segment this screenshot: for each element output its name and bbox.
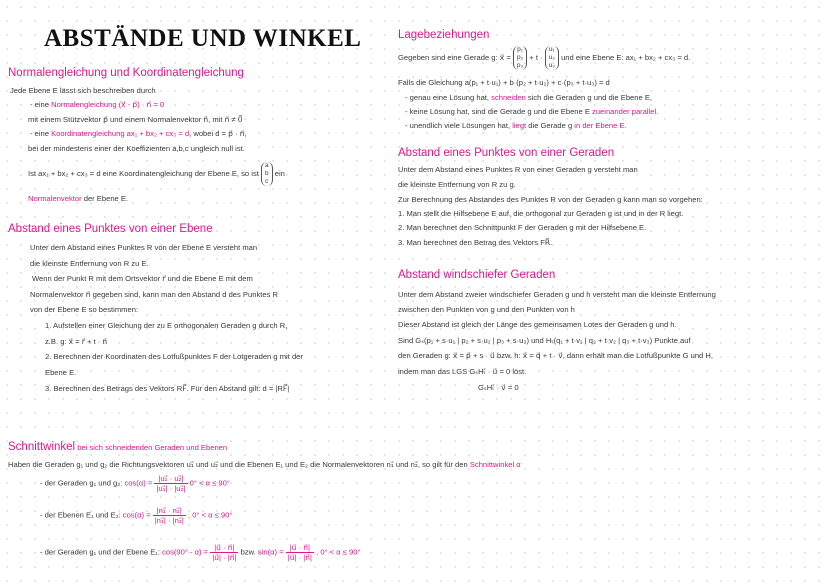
right-line [398, 305, 575, 315]
left-line [45, 384, 289, 394]
left-line [10, 86, 156, 96]
left-line [45, 321, 287, 331]
text: - eine [30, 129, 52, 138]
left-line [28, 162, 285, 186]
vector-component: p₁ [517, 46, 523, 53]
right-line [405, 107, 658, 117]
highlighted-term: Normalenvektor [28, 194, 82, 203]
text: den Geraden g: x⃗ = p⃗ + s · u⃗ bzw. h: x⃗ = q⃗ + t · v⃗, dann erhält man die Lotfußpunkte G und H, [398, 351, 713, 360]
vector-component: u₁ [548, 46, 555, 53]
text: Normalenvektor n⃗ gegeben sind, kann man den Abstand d des Punktes R [30, 290, 278, 299]
text: Unter dem Abstand eines Punktes R von der Ebene E versteht man [30, 243, 258, 252]
vector-component: c [265, 178, 269, 185]
text: Unter dem Abstand zweier windschiefer Geraden g und h versteht man die kleinste Entfernung [398, 290, 716, 299]
left-line [45, 337, 107, 347]
text: Ist ax₁ + bx₂ + cx₃ = d eine Koordinatengleichung der Ebene E, so ist [28, 169, 261, 178]
highlighted-term: bei sich schneidenden Geraden und Ebenen [75, 443, 228, 452]
text: - der Geraden g₁ und g₂: [40, 478, 125, 488]
text: Wenn der Punkt R mit dem Ortsvektor r⃗ und die Ebene E mit dem [32, 274, 253, 283]
right-line [398, 195, 703, 205]
text: Jede Ebene E lässt sich beschreiben durch [10, 86, 156, 95]
text: von der Ebene E so bestimmen: [30, 305, 139, 314]
fraction [286, 543, 314, 562]
fraction-numerator: |u⃗ · n⃗| [286, 543, 314, 553]
text: 3. Berechnen des Betrags des Vektors RF⃗. Für den Abstand gilt: d = |RF⃗| [45, 384, 290, 393]
right-line [398, 78, 610, 88]
highlighted-term: in der Ebene E. [574, 121, 627, 130]
fraction-denominator: |u⃗| · |n⃗| [287, 553, 312, 562]
text: sich die Geraden g und die Ebene E, [525, 93, 652, 102]
text: bei der mindestens einer der Koeffizienten a,b,c ungleich null ist. [28, 144, 245, 153]
text: 2. Man berechnet den Schnittpunkt F der Geraden g mit der Hilfsebene E. [398, 223, 647, 232]
fraction [154, 474, 187, 493]
bottom-line [40, 506, 232, 525]
text: Dieser Abstand ist gleich der Länge des gemeinsamen Lotes der Geraden g und h. [398, 320, 677, 329]
right-line [398, 367, 526, 377]
section-heading: Lagebeziehungen [398, 29, 490, 41]
right-line [398, 268, 555, 282]
page-title: ABSTÄNDE UND WINKEL [44, 25, 362, 52]
highlighted-term: , 0° < α ≤ 90° [185, 510, 233, 520]
right-line [398, 320, 677, 330]
text: , wobei d = p⃗ · n⃗, [189, 129, 247, 138]
highlighted-term: sin(α) = [257, 547, 286, 557]
left-line [28, 115, 243, 125]
bottom-line [40, 543, 361, 562]
highlighted-term: Normalengleichung (x⃗ - p⃗) · n⃗ = 0 [51, 100, 165, 109]
text: - keine Lösung hat, sind die Gerade g und die Ebene E [405, 107, 593, 116]
highlighted-term: cos(α) = [122, 510, 153, 520]
left-line [30, 243, 257, 253]
text: Falls die Gleichung a(p₁ + t·u₁) + b·(p₂ + t·u₂) + c·(p₃ + t·u₃) = d [398, 78, 610, 87]
text: 2. Berechnen der Koordinaten des Lotfußpunktes F der Lotgeraden g mit der [45, 352, 303, 361]
text: Zur Berechnung des Abstandes des Punktes R von der Geraden g kann man so vorgehen: [398, 195, 703, 204]
text: 1. Man stellt die Hilfsebene E auf, die orthogonal zur Geraden g ist und in der R liegt. [398, 209, 684, 218]
left-line [28, 194, 128, 204]
left-line [30, 290, 278, 300]
right-line [398, 28, 489, 42]
highlighted-term: Koordinatengleichung ax₁ + bx₂ + cx₃ = d [51, 129, 190, 138]
bottom-line [8, 440, 227, 454]
right-line [405, 93, 652, 103]
highlighted-term: zueinander parallel. [592, 107, 659, 116]
left-line [8, 66, 244, 80]
left-line [45, 352, 303, 362]
text: und eine Ebene E: ax₁ + bx₂ + cx₃ = d. [558, 53, 691, 62]
highlighted-term: schneiden [491, 93, 526, 102]
text: die kleinste Entfernung von R zu E. [30, 259, 149, 268]
fraction-denominator: |n₁⃗| · |n₂⃗| [154, 516, 184, 525]
text: z.B. g: x⃗ = r⃗ + t · n⃗ [45, 337, 108, 346]
text: + t · [527, 53, 545, 62]
right-line [398, 290, 716, 300]
right-line [398, 165, 638, 175]
fraction-denominator: |u⃗| · |n⃗| [212, 553, 237, 562]
text: - genau eine Lösung hat, [405, 93, 492, 102]
text: mit einem Stützvektor p⃗ und einem Normalenvektor n⃗, mit n⃗ ≠ 0⃗ [28, 115, 243, 124]
vector-component: u₃ [548, 62, 555, 69]
section-heading: Abstand eines Punktes von einer Geraden [398, 147, 615, 159]
highlighted-term: , 0° < α ≤ 90° [313, 547, 361, 557]
fraction [210, 543, 238, 562]
text: ein [272, 169, 285, 178]
section-heading: Normalengleichung und Koordinatengleichung [8, 67, 244, 79]
left-line [45, 368, 76, 378]
text: Unter dem Abstand eines Punktes R von einer Geraden g versteht man [398, 165, 638, 174]
column-vector [513, 46, 527, 70]
right-line [398, 223, 646, 233]
text: die Gerade g [526, 121, 575, 130]
right-line [405, 121, 627, 131]
left-line [30, 259, 149, 269]
column-vector [261, 162, 273, 186]
left-line [30, 129, 247, 139]
right-line [398, 351, 713, 361]
text: - unendlich viele Lösungen hat, [405, 121, 513, 130]
text: Gegeben sind eine Gerade g: x⃗ = [398, 53, 513, 62]
right-line [398, 336, 691, 346]
text: - der Ebenen E₁ und E₂: [40, 510, 123, 520]
left-line [32, 274, 253, 284]
text: - der Geraden g₁ und der Ebene E₁: [40, 547, 163, 557]
highlighted-term: 0° < α ≤ 90° [187, 478, 230, 488]
left-line [8, 222, 213, 236]
vector-component: b [264, 170, 269, 177]
column-vector [545, 46, 559, 70]
fraction-numerator: |u⃗ · n⃗| [210, 543, 238, 553]
text: 3. Man berechnet den Betrag des Vektors FR⃗. [398, 238, 553, 247]
highlighted-term: cos(90° - α) = [162, 547, 211, 557]
highlighted-term: liegt [512, 121, 527, 130]
vector-component: p₃ [516, 62, 524, 69]
fraction [153, 506, 186, 525]
text: indem man das LGS GₛHₜ⃗ · u⃗ = 0 löst. [398, 367, 527, 376]
right-line [398, 209, 683, 219]
fraction-numerator: |u₁⃗ · u₂⃗| [154, 474, 187, 484]
text: GₛHₜ⃗ · v⃗ = 0 [478, 383, 519, 392]
text: Sind Gₛ(p₁ + s·u₁ | p₂ + s·u₂ | p₃ + s·u₃) und Hₜ(q₁ + t·v₁ | q₂ + t·v₂ | q₃ + t·v₃) Punkte auf [398, 336, 691, 345]
vector-component: u₂ [548, 54, 555, 61]
highlighted-term: cos(α) = [124, 478, 155, 488]
right-line [398, 238, 552, 248]
text: Ebene E. [45, 368, 77, 377]
right-line [398, 146, 614, 160]
left-line [28, 144, 245, 154]
text: 1. Aufstellen einer Gleichung der zu E orthogonalen Geraden g durch R, [45, 321, 288, 330]
left-line [30, 100, 164, 110]
text: zwischen den Punkten von g und den Punkten von h [398, 305, 575, 314]
text: Haben die Geraden g₁ und g₂ die Richtungsvektoren u₁⃗ und u₂⃗ und die Ebenen E₁ und E₂ die Normalenvektoren n₁⃗ und n₂⃗, so gilt für den [8, 460, 470, 469]
section-heading: Abstand windschiefer Geraden [398, 269, 556, 281]
right-line [478, 383, 519, 393]
right-line [398, 46, 690, 70]
bottom-line [40, 474, 230, 493]
text: - eine [30, 100, 52, 109]
fraction-numerator: |n₁⃗ · n₂⃗| [153, 506, 186, 516]
text: die kleinste Entfernung von R zu g. [398, 180, 516, 189]
section-heading: Abstand eines Punktes von einer Ebene [8, 223, 213, 235]
highlighted-term: Schnittwinkel α [469, 460, 521, 469]
bottom-line [8, 460, 521, 470]
text: bzw. [238, 547, 258, 557]
section-heading: Schnittwinkel [8, 441, 76, 453]
right-line [398, 180, 516, 190]
text: der Ebene E. [81, 194, 129, 203]
vector-component: a [264, 162, 269, 169]
left-line [30, 305, 138, 315]
vector-component: p₂ [516, 54, 524, 61]
fraction-denominator: |u₁⃗| · |u₂⃗| [156, 484, 186, 493]
